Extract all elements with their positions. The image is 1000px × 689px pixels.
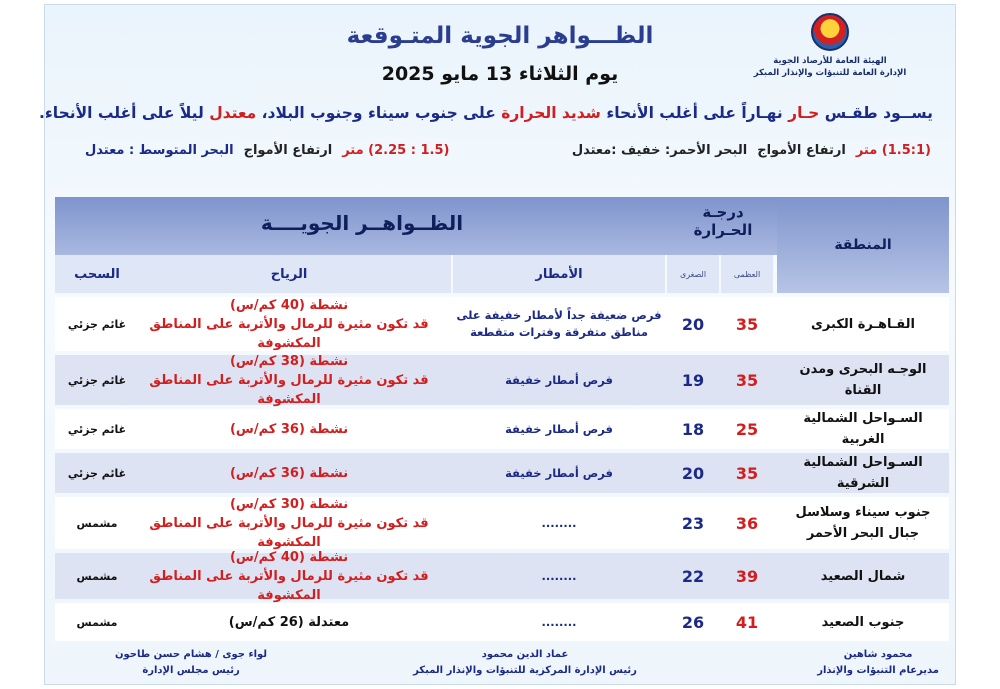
summary-text-4: ليلاً على أغلب الأنحاء. xyxy=(38,104,204,122)
table-row xyxy=(55,497,949,549)
med-waves-value: (1.5 : 2.25) متر xyxy=(342,143,450,158)
min-temp-cell: 20 xyxy=(681,314,705,334)
signatory-name: عماد الدين محمود xyxy=(481,649,569,660)
wind-header: الرياح xyxy=(127,255,451,293)
rain-cell: ........ xyxy=(541,515,577,530)
min-temp-cell: 18 xyxy=(681,419,705,439)
region-cell: جنوب الصعيد xyxy=(777,603,949,641)
region-cell: السـواحل الشمالية الغربية xyxy=(777,409,949,449)
region-cell: شمال الصعيد xyxy=(777,553,949,599)
red-sea-label: البحر الأحمر: خفيف :معتدل xyxy=(571,143,748,158)
wind-speed: نشطة (30 كم/س) xyxy=(229,496,349,512)
summary-hot: حـار xyxy=(788,104,820,122)
cloud-cell: غائم جزئي xyxy=(67,317,127,331)
red-waves-value: (1.5:1) متر xyxy=(855,143,931,158)
rain-cell: ........ xyxy=(541,568,577,583)
cloud-cell: مشمس xyxy=(76,569,118,583)
wind-cell xyxy=(127,549,451,603)
wind-speed: نشطة (36 كم/س) xyxy=(229,465,349,481)
table-row xyxy=(55,297,949,351)
summary-very-hot: شديد الحرارة xyxy=(501,104,601,122)
wind-cell xyxy=(127,497,451,549)
table-row xyxy=(55,409,949,449)
red-waves-label: ارتفاع الأمواج xyxy=(757,143,846,158)
summary-text-3: على جنوب سيناء وجنوب البلاد، xyxy=(261,104,496,122)
org-name: الهيئة العامة للأرصاد الجوية xyxy=(773,56,887,66)
min-temp-cell: 22 xyxy=(681,566,705,586)
wind-cell xyxy=(127,297,451,351)
wind-note: قد تكون مثيرة للرمال والأتربة على المناطق المكشوفة xyxy=(149,316,429,351)
signature-central-director xyxy=(375,647,675,679)
min-temp-header: الصغرى xyxy=(667,255,719,293)
max-temp-cell: 35 xyxy=(735,463,759,483)
signatory-name: لواء جوى / هشام حسن طاحون xyxy=(115,649,268,660)
signatures xyxy=(45,643,957,683)
signature-chairman xyxy=(115,647,267,679)
table-row xyxy=(55,355,949,405)
red-sea xyxy=(572,143,931,158)
region-cell: القـاهـرة الكبرى xyxy=(777,297,949,351)
wind-cell xyxy=(127,453,451,493)
region-cell: جنوب سيناء وسلاسل جبال البحر الأحمر xyxy=(777,497,949,549)
signatory-role: رئيس مجلس الإدارة xyxy=(142,665,240,676)
phenomena-header: الظــواهــر الجويــــة xyxy=(260,211,464,235)
rain-cell: فرص أمطار خفيفة xyxy=(505,465,613,480)
min-temp-cell: 26 xyxy=(681,612,705,632)
table-body xyxy=(55,297,949,641)
wind-speed: معتدلة (26 كم/س) xyxy=(228,614,350,630)
max-temp-cell: 25 xyxy=(735,419,759,439)
org-department: الإدارة العامة للتنبؤات والإنذار المبكر xyxy=(753,68,907,78)
table-row xyxy=(55,453,949,493)
cloud-cell: مشمس xyxy=(76,516,118,530)
rain-header: الأمطار xyxy=(453,255,665,293)
wind-note: قد تكون مثيرة للرمال والأتربة على المناطق المكشوفة xyxy=(149,568,429,603)
signatory-role: مديرعام التنبؤات والإنذار xyxy=(817,665,939,676)
table-header xyxy=(55,197,949,255)
wind-speed: نشطة (40 كم/س) xyxy=(229,549,349,565)
summary-mild: معتدل xyxy=(209,104,257,122)
rain-cell: ........ xyxy=(541,614,577,629)
temperature-header-line2: الحـرارة xyxy=(693,221,753,239)
forecast-sheet xyxy=(38,4,956,685)
sea-conditions xyxy=(85,143,931,158)
max-temp-cell: 36 xyxy=(735,513,759,533)
region-cell: السـواحل الشمالية الشرقية xyxy=(777,453,949,493)
cloud-cell: غائم جزئي xyxy=(67,373,127,387)
table-row xyxy=(55,603,949,641)
wind-speed: نشطة (38 كم/س) xyxy=(229,353,349,369)
min-temp-cell: 20 xyxy=(681,463,705,483)
min-temp-cell: 19 xyxy=(681,370,705,390)
forecast-date: يوم الثلاثاء 13 مايو 2025 xyxy=(381,63,619,85)
rain-cell: فرص أمطار خفيفة xyxy=(505,372,613,387)
wind-note: قد تكون مثيرة للرمال والأتربة على المناطق المكشوفة xyxy=(149,372,429,407)
cloud-cell: غائم جزئي xyxy=(67,422,127,436)
wind-cell xyxy=(127,603,451,641)
wind-speed: نشطة (40 كم/س) xyxy=(229,297,349,313)
med-waves-label: ارتفاع الأمواج xyxy=(243,143,333,158)
rain-cell: فرص أمطار خفيفة xyxy=(505,421,613,436)
med-sea-label: البحر المتوسط : معتدل xyxy=(85,143,234,158)
summary-text-1: يســود طقـس xyxy=(824,104,933,122)
max-temp-header: العظمى xyxy=(721,255,773,293)
table-row xyxy=(55,549,949,603)
wind-note: قد تكون مثيرة للرمال والأتربة على المناطق المكشوفة xyxy=(149,515,429,550)
cloud-cell: مشمس xyxy=(76,615,118,629)
weather-summary xyxy=(38,104,933,122)
region-header: المنطقة xyxy=(777,197,949,293)
page-title: الظـــواهر الجوية المتـوقعة xyxy=(346,23,654,49)
rain-cell: فرص ضعيفة جداً لأمطار خفيفة على مناطق متفرقة وفترات متقطعة xyxy=(456,308,662,339)
temperature-header xyxy=(673,203,773,239)
region-cell: الوجـه البحرى ومدن القناة xyxy=(777,355,949,405)
wind-cell xyxy=(127,409,451,449)
min-temp-cell: 23 xyxy=(681,513,705,533)
max-temp-cell: 41 xyxy=(735,612,759,632)
cloud-cell: غائم جزئي xyxy=(67,466,127,480)
max-temp-cell: 39 xyxy=(735,566,759,586)
signature-forecast-director xyxy=(817,647,939,679)
forecast-table xyxy=(55,197,949,632)
max-temp-cell: 35 xyxy=(735,314,759,334)
wind-cell xyxy=(127,355,451,405)
temperature-header-line1: درجـة xyxy=(702,203,744,221)
cloud-header: السحب xyxy=(55,255,139,293)
wind-speed: نشطة (36 كم/س) xyxy=(229,421,349,437)
summary-text-2: نهـاراً على أغلب الأنحاء xyxy=(606,104,783,122)
signatory-role: رئيس الإدارة المركزية للتنبؤات والإنذار المبكر xyxy=(413,665,637,676)
mediterranean-sea xyxy=(85,143,449,158)
signatory-name: محمود شاهين xyxy=(843,649,913,660)
max-temp-cell: 35 xyxy=(735,370,759,390)
